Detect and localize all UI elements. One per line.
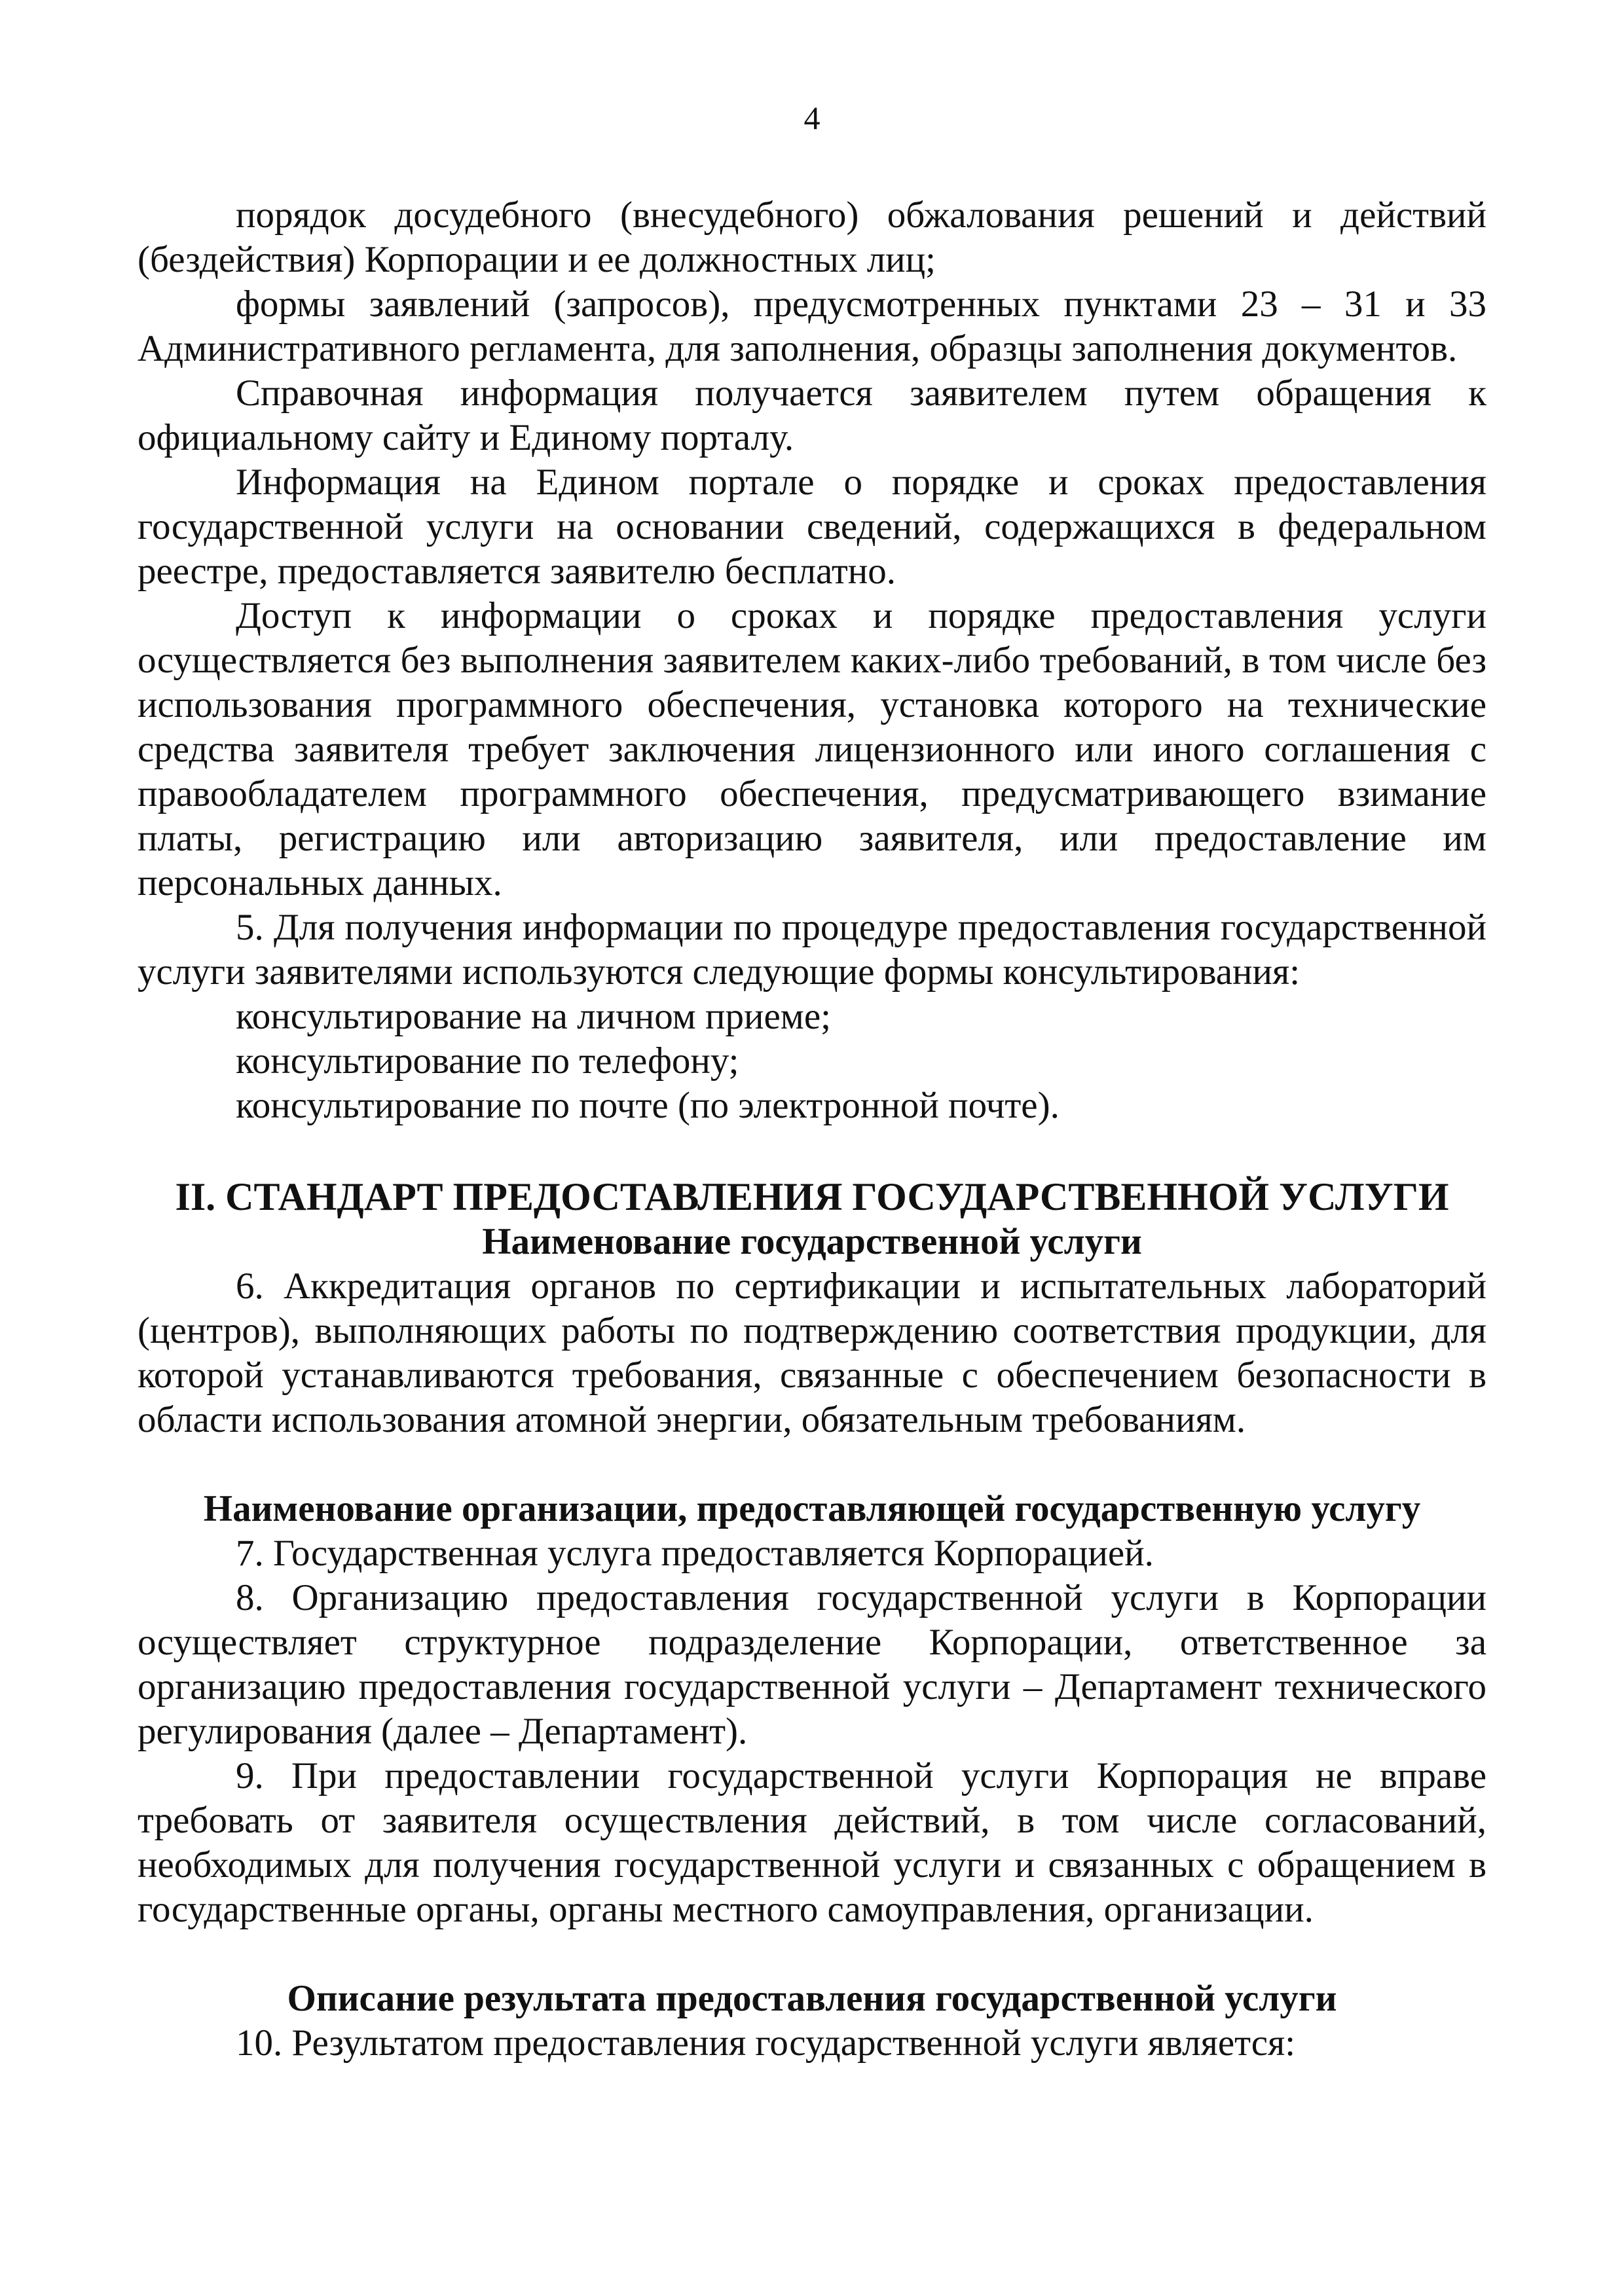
paragraph-appeal-procedure: порядок досудебного (внесудебного) обжалования решений и действий (бездействия) Корпорации и ее должностных лиц; [138, 194, 1486, 280]
paragraph-6: 6. Аккредитация органов по сертификации и испытательных лабораторий (центров), выполняющих работы по подтверждению соответствия продукции, для которой устанавливаются требования, связанные с обеспечением безопасности в области использования атомной энергии, обязательным требованиям. [138, 1266, 1486, 1440]
paragraph-5: 5. Для получения информации по процедуре предоставления государственной услуги заявителями используются следующие формы консультирования: [138, 907, 1486, 993]
subsection-heading-organization: Наименование организации, предоставляющей государственную услугу [203, 1488, 1421, 1529]
list-item: консультирование на личном приеме; [236, 996, 831, 1037]
list-item: консультирование по почте (по электронной почте). [236, 1085, 1060, 1126]
paragraph-access-info: Доступ к информации о сроках и порядке предоставления услуги осуществляется без выполнения заявителем каких-либо требований, в том числе без использования программного обеспечения, установка которого на технические средства заявителя требует заключения лицензионного или иного соглашения с правообладателем программного обеспечения, предусматривающего взимание платы, регистрацию или авторизацию заявителя, или предоставление им персональных данных. [138, 595, 1486, 903]
page-number: 4 [803, 100, 821, 136]
subsection-heading-result: Описание результата предоставления государственной услуги [287, 1978, 1337, 2019]
paragraph-10: 10. Результатом предоставления государственной услуги является: [236, 2022, 1296, 2064]
section-title: II. СТАНДАРТ ПРЕДОСТАВЛЕНИЯ ГОСУДАРСТВЕННОЙ УСЛУГИ [175, 1175, 1449, 1218]
paragraph-application-forms: формы заявлений (запросов), предусмотренных пунктами 23 – 31 и 33 Административного регламента, для заполнения, образцы заполнения документов. [138, 283, 1486, 369]
paragraph-portal-info: Информация на Едином портале о порядке и сроках предоставления государственной услуги на основании сведений, содержащихся в федеральном реестре, предоставляется заявителю бесплатно. [138, 462, 1486, 592]
consultation-forms-list [138, 994, 1486, 1128]
subsection-heading-service-name: Наименование государственной услуги [482, 1221, 1142, 1262]
paragraph-reference-info: Справочная информация получается заявителем путем обращения к официальному сайту и Единому порталу. [138, 373, 1486, 458]
paragraph-9: 9. При предоставлении государственной услуги Корпорация не вправе требовать от заявителя осуществления действий, в том числе согласований, необходимых для получения государственной услуги и связанных с обращением в государственные органы, органы местного самоуправления, организации. [138, 1755, 1486, 1930]
list-item: консультирование по телефону; [236, 1040, 739, 1082]
paragraph-7: 7. Государственная услуга предоставляется Корпорацией. [236, 1533, 1154, 1574]
document-body [138, 193, 1486, 2066]
paragraph-8: 8. Организацию предоставления государственной услуги в Корпорации осуществляет структурное подразделение Корпорации, ответственное за организацию предоставления государственной услуги – Департамент технического регулирования (далее – Департамент). [138, 1577, 1486, 1752]
